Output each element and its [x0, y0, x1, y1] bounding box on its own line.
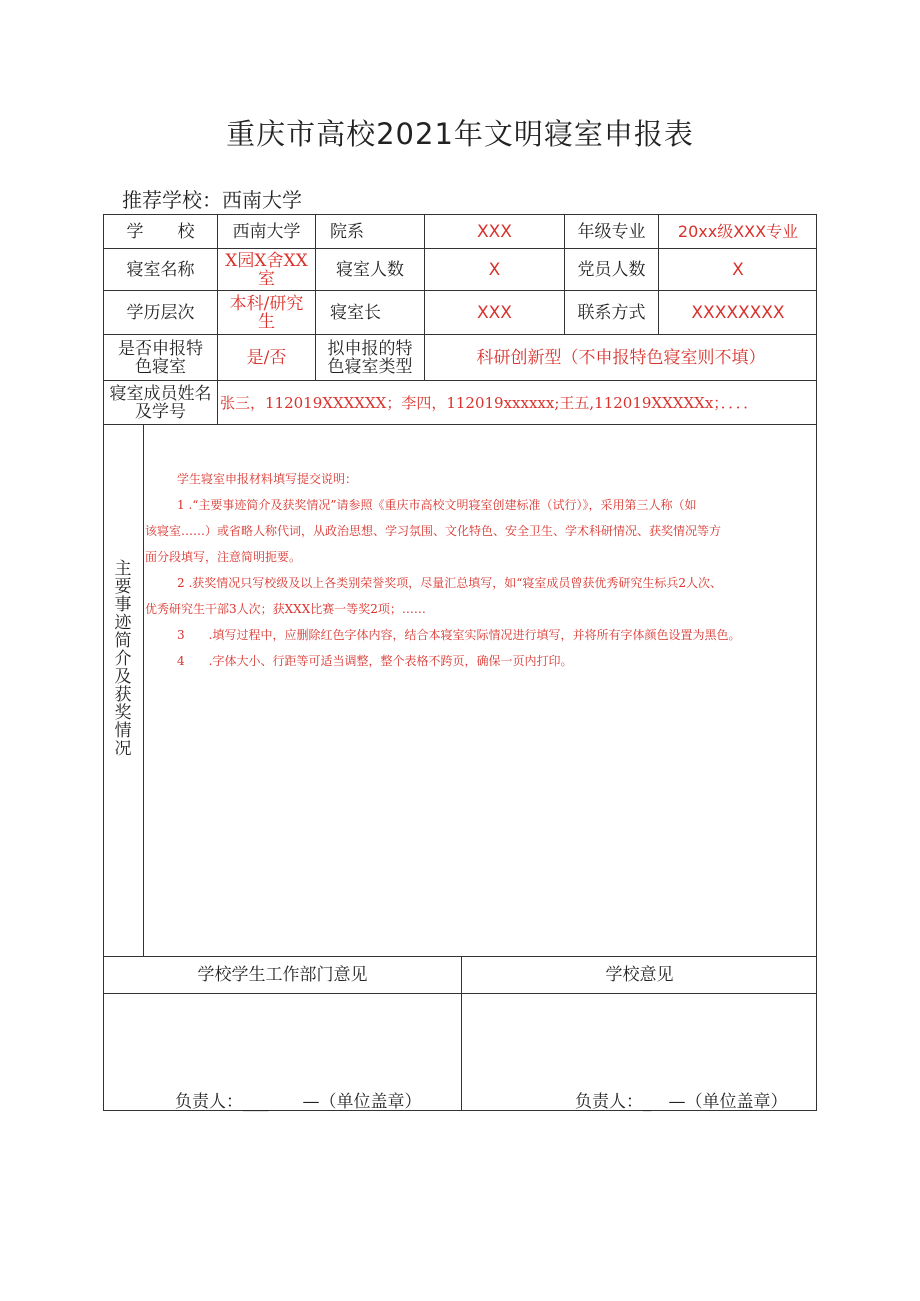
dept-value[interactable]: XXX — [477, 221, 512, 242]
note-line: 优秀研究生干部3人次；获XXX比赛一等奖2项；…… — [145, 602, 426, 616]
leader-label: 寝室长 — [330, 302, 381, 323]
grade-label: 年级专业 — [577, 221, 646, 242]
side-char: 简 — [114, 631, 132, 651]
side-char: 迹 — [114, 613, 132, 633]
special-dorm-value[interactable]: 是/否 — [246, 347, 287, 368]
col-divider — [143, 424, 144, 956]
type-label-line2: 色寝室类型 — [327, 356, 413, 377]
members-label-line2: 及学号 — [135, 401, 186, 422]
right-signature: 负责人：_ —（单位盖章） — [575, 1092, 788, 1112]
party-value[interactable]: X — [732, 259, 744, 280]
edu-line2: 生 — [258, 311, 275, 332]
recommend-school: 推荐学校：西南大学 — [122, 188, 302, 212]
side-char: 情 — [114, 721, 132, 741]
edu-value[interactable] — [218, 291, 315, 334]
page-title: 重庆市高校2021年文明寝室申报表 — [226, 117, 694, 151]
special-type-label — [316, 335, 424, 380]
school-opinion-title: 学校意见 — [605, 965, 674, 985]
school-label: 学 校 — [126, 221, 195, 242]
side-char: 及 — [114, 667, 132, 687]
special-label-line2: 色寝室 — [135, 356, 186, 377]
school-value[interactable]: 西南大学 — [232, 221, 301, 242]
side-char: 奖 — [114, 703, 132, 723]
note-line: 面分段填写，注意简明扼要。 — [145, 550, 302, 564]
dorm-name-label: 寝室名称 — [126, 259, 195, 280]
members-value[interactable]: 张三，112019XXXXXX；李四，112019xxxxxx;王五,112019XXXXXx；．．．． — [220, 393, 759, 412]
members-label-line1: 寝室成员姓名 — [109, 383, 212, 404]
edu-label: 学历层次 — [126, 302, 195, 323]
note-line: 1 .“主要事迹简介及获奖情况”请参照《重庆市高校文明寝室创建标准（试行）》，采用第三人称（如 — [177, 498, 697, 512]
special-dorm-label — [104, 335, 217, 380]
edu-line1: 本科/研究 — [229, 293, 304, 314]
grade-value[interactable]: 20xx级XXX专业 — [677, 221, 799, 241]
contact-value[interactable]: XXXXXXXX — [691, 302, 785, 323]
dorm-count-value[interactable]: X — [488, 259, 501, 280]
dorm-count-label: 寝室人数 — [336, 259, 404, 280]
contact-label: 联系方式 — [577, 302, 646, 323]
left-signature: 负责人：___ —（单位盖章） — [175, 1092, 422, 1112]
note-line: 4 .字体大小、行距等可适当调整，整个表格不跨页，确保一页内打印。 — [177, 654, 573, 668]
main-section-label — [103, 560, 143, 758]
dorm-name-value[interactable] — [218, 249, 315, 290]
row-divider — [103, 424, 817, 425]
side-char: 况 — [114, 739, 132, 759]
side-char: 要 — [114, 577, 132, 597]
side-char: 主 — [114, 559, 132, 579]
dept-label: 院系 — [330, 221, 364, 242]
special-type-value[interactable]: 科研创新型（不申报特色寝室则不填） — [476, 347, 766, 368]
party-label: 党员人数 — [577, 259, 646, 280]
type-label-line1: 拟申报的特 — [327, 338, 413, 359]
instructions-text[interactable] — [145, 466, 815, 674]
note-line: 学生寝室申报材料填写提交说明： — [177, 472, 358, 486]
leader-value[interactable]: XXX — [477, 302, 512, 323]
note-line: 3 .填写过程中，应删除红色字体内容，结合本寝室实际情况进行填写，并将所有字体颜色设置为黑色。 — [177, 628, 741, 642]
side-char: 事 — [114, 595, 132, 615]
note-line: 该寝室……）或省略人称代词，从政治思想、学习氛围、文化特色、安全卫生、学术科研情况、获奖情况等方 — [145, 524, 722, 538]
dorm-name-line2: 室 — [258, 268, 275, 289]
side-char: 介 — [114, 649, 132, 669]
dorm-name-line1: X园X舍XX — [225, 250, 308, 271]
special-label-line1: 是否申报特 — [118, 338, 203, 359]
side-char: 获 — [114, 685, 132, 705]
student-affairs-opinion-title: 学校学生工作部门意见 — [197, 965, 368, 985]
members-label — [104, 381, 217, 424]
note-line: 2 .获奖情况只写校级及以上各类别荣誉奖项，尽量汇总填写，如“寝室成员曾获优秀研究生标兵2人次、 — [177, 576, 723, 590]
